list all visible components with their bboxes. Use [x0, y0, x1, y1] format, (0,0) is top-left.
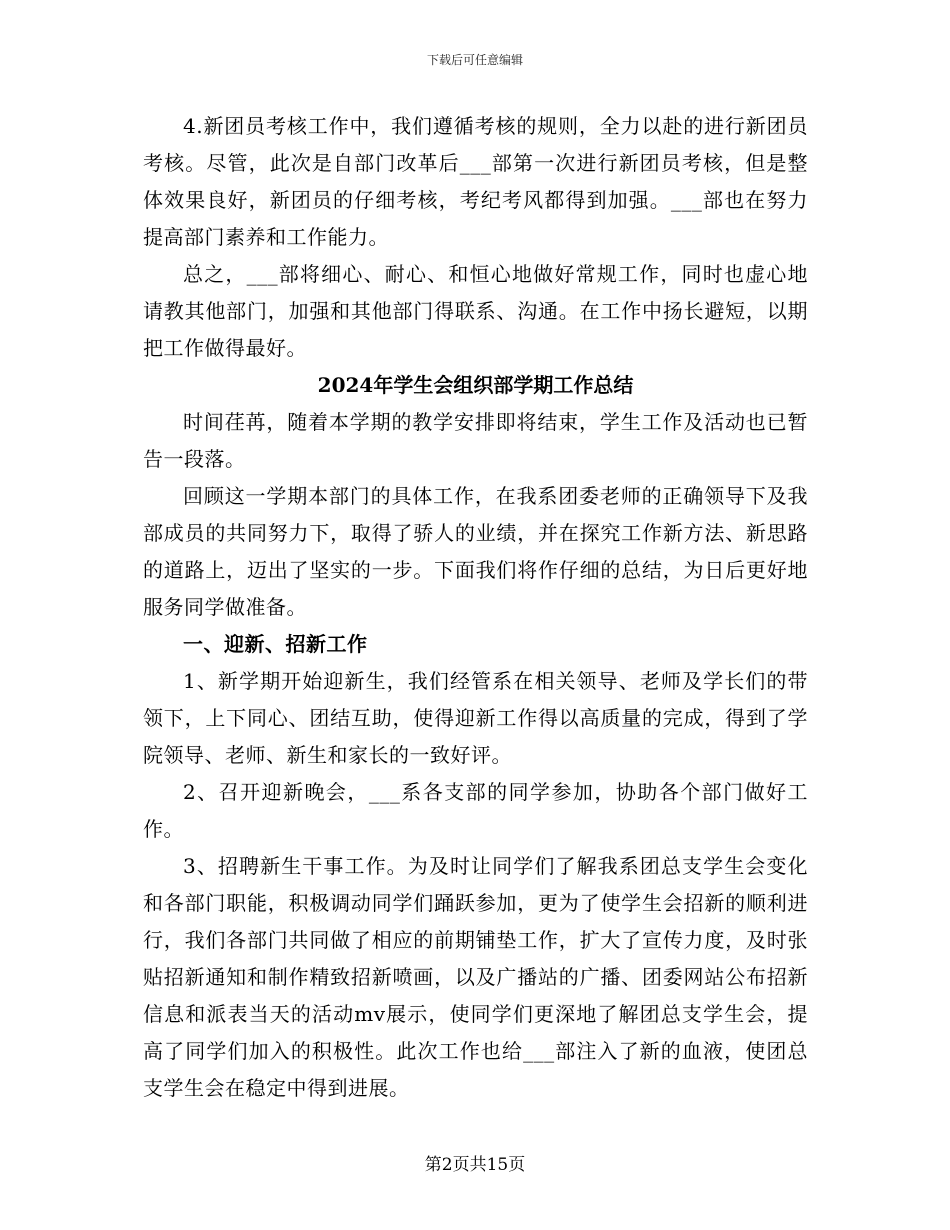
page-header: 下载后可任意编辑: [426, 53, 523, 67]
paragraph-conclusion: 总之，___部将细心、耐心、和恒心地做好常规工作，同时也虚心地请教其他部门，加强和其他部门得联系、沟通。在工作中扬长避短，以期把工作做得最好。: [143, 262, 808, 360]
document-title: 2024年学生会组织部学期工作总结: [317, 373, 634, 397]
document-body: [143, 108, 808, 1107]
paragraph-item-1: 1、新学期开始迎新生，我们经管系在相关领导、老师及学长们的带领下，上下同心、团结互助，使得迎新工作得以高质量的完成，得到了学院领导、老师、新生和家长的一致好评。: [143, 669, 808, 767]
paragraph-item-3: 3、招聘新生干事工作。为及时让同学们了解我系团总支学生会变化和各部门职能，积极调动同学们踊跃参加，更为了使学生会招新的顺利进行，我们各部门共同做了相应的前期铺垫工作，扩大了宣传力度，及时张贴招新通知和制作精致招新喷画，以及广播站的广播、团委网站公布招新信息和派表当天的活动mv展示，使同学们更深地了解团总支学生会，提高了同学们加入的积极性。此次工作也给___部注入了新的血液，使团总支学生会在稳定中得到进展。: [143, 854, 808, 1100]
paragraph-intro: 时间荏苒，随着本学期的教学安排即将结束，学生工作及活动也已暂告一段落。: [143, 410, 808, 471]
page-number: 第2页共15页: [424, 1155, 526, 1175]
section-heading-orientation-recruitment: 一、迎新、招新工作: [183, 632, 368, 656]
paragraph-item-2: 2、召开迎新晚会，___系各支部的同学参加，协助各个部门做好工作。: [143, 780, 808, 841]
paragraph-new-member-assessment: 4.新团员考核工作中，我们遵循考核的规则，全力以赴的进行新团员考核。尽管，此次是自部门改革后___部第一次进行新团员考核，但是整体效果良好，新团员的仔细考核，考纪考风都得到加强。___部也在努力提高部门素养和工作能力。: [143, 114, 808, 249]
paragraph-review: 回顾这一学期本部门的具体工作，在我系团委老师的正确领导下及我部成员的共同努力下，取得了骄人的业绩，并在探究工作新方法、新思路的道路上，迈出了坚实的一步。下面我们将作仔细的总结，为日后更好地服务同学做准备。: [143, 484, 808, 619]
